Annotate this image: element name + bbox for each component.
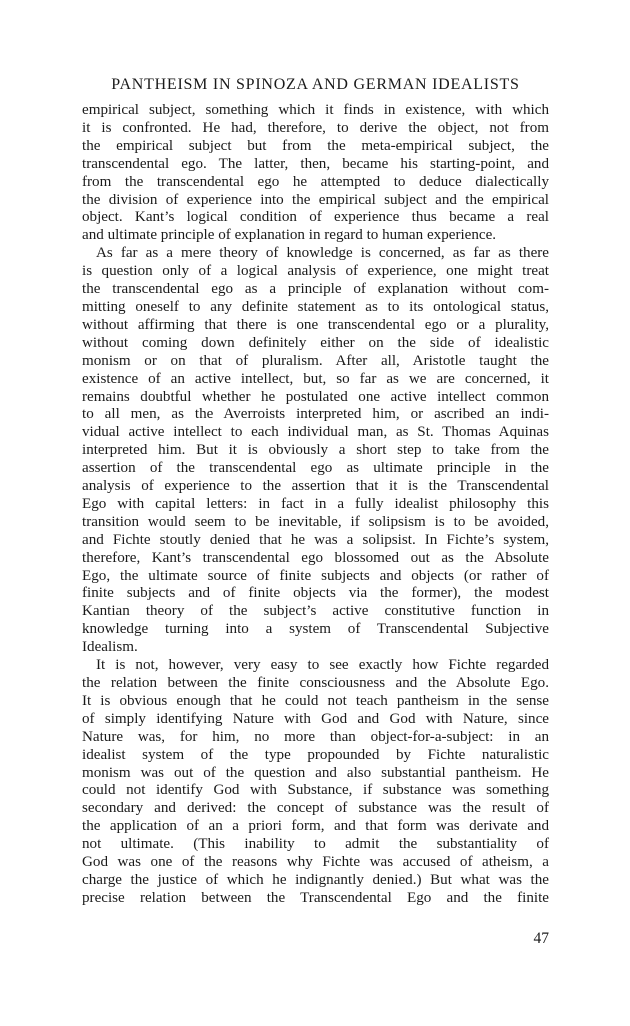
text-line: Nature was, for him, no more than object-for-a-subject: in an — [82, 728, 549, 745]
text-line: knowledge turning into a system of Transcendental Subjective — [82, 621, 549, 638]
text-line: secondary and derived: the concept of substance was the result of — [82, 800, 549, 817]
text-line: mitting oneself to any definite statement as to its ontological status, — [82, 298, 549, 315]
text-line: the relation between the finite consciousness and the Absolute Ego. — [82, 675, 549, 691]
text-line: interpreted him. But it is obviously a short step to take from the — [82, 442, 549, 459]
text-line: vidual active intellect to each individual man, as St. Thomas Aquinas — [82, 424, 549, 441]
text-line: of simply identifying Nature with God and God with Nature, since — [82, 710, 549, 727]
text-line: Kantian theory of the subject’s active constitutive function in — [82, 603, 549, 620]
text-line: idealist system of the type propounded by Fichte naturalistic — [82, 746, 549, 763]
page-number: 47 — [533, 930, 549, 947]
body-text — [82, 102, 549, 908]
text-line: assertion of the transcendental ego as ultimate principle in the — [82, 460, 549, 477]
text-line: the application of an a priori form, and that form was derivate and — [82, 818, 549, 835]
text-line: empirical subject, something which it finds in existence, with which — [82, 102, 549, 118]
running-head: PANTHEISM IN SPINOZA AND GERMAN IDEALISTS — [111, 76, 520, 93]
text-line: Idealism. — [82, 639, 138, 656]
text-line: monism or on that of pluralism. After all, Aristotle taught the — [82, 352, 549, 369]
text-line: finite subjects and of finite objects via the former), the modest — [82, 585, 549, 602]
text-line: without affirming that there is one transcendental ego or a plurality, — [82, 316, 549, 333]
text-line: Ego, the ultimate source of finite subjects and objects (or rather of — [82, 567, 549, 584]
text-line: analysis of experience to the assertion that it is the Transcendental — [82, 478, 549, 495]
text-line: to all men, as the Averroists interpreted him, or ascribed an indi- — [82, 406, 549, 423]
text-line: is question only of a logical analysis of experience, one might treat — [82, 263, 549, 280]
text-line: transition would seem to be inevitable, if solipsism is to be avoided, — [82, 513, 549, 530]
text-line: the division of experience into the empirical subject and the empirical — [82, 191, 549, 208]
text-line: and Fichte stoutly denied that he was a solipsist. In Fichte’s system, — [82, 531, 549, 548]
book-page — [82, 74, 549, 947]
text-line: not ultimate. (This inability to admit the substantiality of — [82, 836, 549, 853]
text-line: monism was out of the question and also substantial pantheism. He — [82, 764, 549, 781]
text-line: and ultimate principle of explanation in regard to human experience. — [82, 227, 497, 244]
text-line: It is obvious enough that he could not teach pantheism in the sense — [82, 692, 549, 709]
text-line: transcendental ego. The latter, then, became his starting-point, and — [82, 155, 549, 172]
text-line: remains doubtful whether he postulated one active intellect common — [82, 388, 549, 405]
text-line: precise relation between the Transcendental Ego and the finite — [82, 889, 549, 906]
text-line: the empirical subject but from the meta-empirical subject, the — [82, 137, 549, 154]
text-line: existence of an active intellect, but, so far as we are concerned, it — [82, 370, 549, 387]
text-line: it is confronted. He had, therefore, to derive the object, not from — [82, 119, 549, 136]
text-line: As far as a mere theory of knowledge is concerned, as far as there — [96, 245, 549, 262]
text-line: without coming down definitely either on the side of idealistic — [82, 334, 549, 351]
text-line: could not identify God with Substance, if substance was something — [82, 782, 549, 799]
text-line: It is not, however, very easy to see exactly how Fichte regarded — [96, 657, 549, 674]
text-line: God was one of the reasons why Fichte was accused of atheism, a — [82, 854, 549, 871]
text-line: from the transcendental ego he attempted to deduce dialectically — [82, 173, 549, 190]
text-line: Ego with capital letters: in fact in a fully idealist philosophy this — [82, 495, 549, 512]
text-line: therefore, Kant’s transcendental ego blossomed out as the Absolute — [82, 549, 549, 566]
text-line: charge the justice of which he indignantly denied.) But what was the — [82, 871, 549, 888]
text-line: object. Kant’s logical condition of experience thus became a real — [82, 209, 549, 226]
text-line: the transcendental ego as a principle of explanation without com- — [82, 281, 549, 298]
